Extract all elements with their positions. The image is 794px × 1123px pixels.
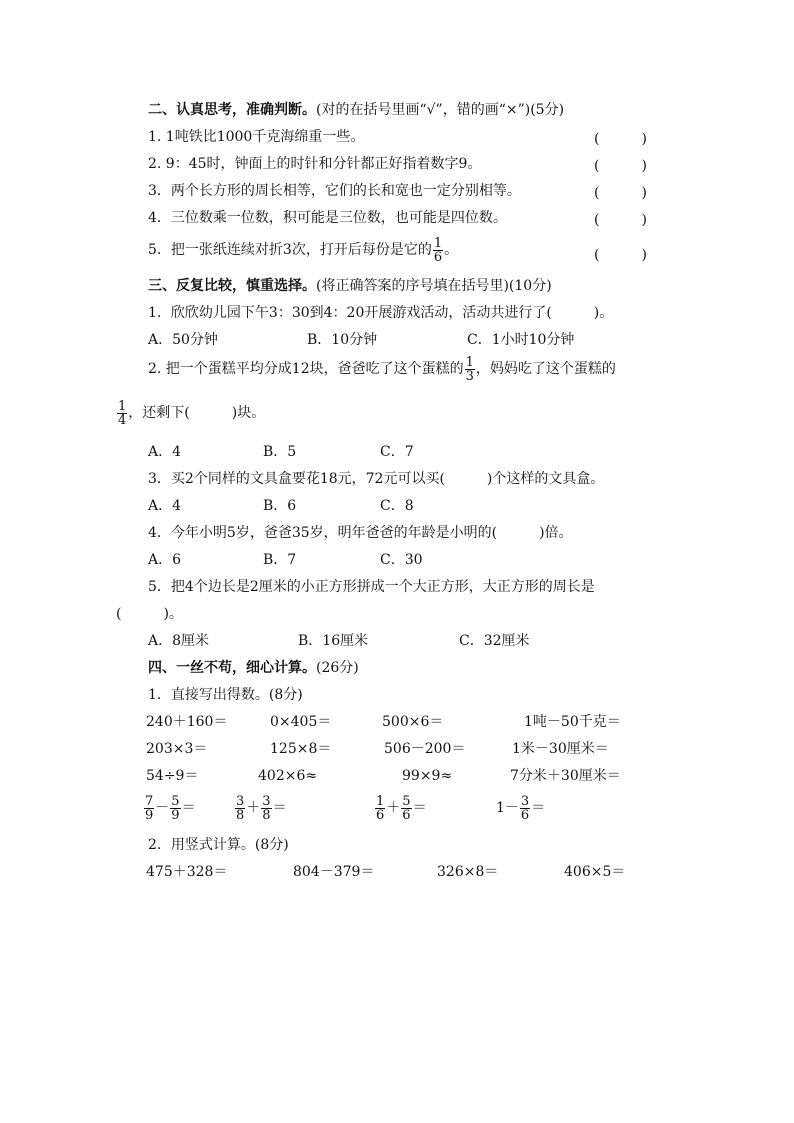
s3-q2-text: 2. 把一个蛋糕平均分成12块，爸爸吃了这个蛋糕的: [148, 361, 464, 377]
s2-item-4: 4．三位数乘一位数，积可能是三位数，也可能是四位数。: [148, 210, 507, 226]
vertical-calc-3: 326×8＝: [437, 864, 499, 880]
calc-frac-1: [143, 792, 196, 824]
leading-term: 1－: [496, 800, 519, 816]
s3-q2-line2: [116, 398, 265, 428]
vertical-calc-1: 475＋328＝: [146, 864, 228, 880]
operator: ＋: [246, 800, 261, 816]
s3-q3: 3．买2个同样的文具盒要花18元，72元可以买( )个这样的文具盒。: [148, 471, 605, 487]
section-3-title: 三、反复比较，慎重选择。: [148, 278, 316, 294]
calc-frac-2: [234, 792, 287, 824]
fraction-denominator: 6: [520, 807, 530, 823]
fraction-numerator: 3: [236, 793, 245, 809]
s2-item-3: 3．两个长方形的周长相等，它们的长和宽也一定分别相等。: [148, 183, 521, 199]
s3-q5-option-b[interactable]: B．16厘米: [298, 633, 369, 649]
fraction-denominator: 9: [145, 807, 154, 823]
s3-q5: 5．把4个边长是2厘米的小正方形拼成一个大正方形，大正方形的周长是: [148, 579, 595, 595]
s2-answer-1[interactable]: ( ): [594, 131, 647, 147]
calc-frac-3: [374, 792, 427, 824]
s2-answer-3[interactable]: ( ): [594, 185, 647, 201]
s2-answer-2[interactable]: ( ): [594, 158, 647, 174]
s3-q2-text-mid: ，妈妈吃了这个蛋糕的: [475, 361, 616, 377]
s2-item-2: 2. 9：45时，钟面上的时针和分针都正好指着数字9。: [148, 156, 482, 172]
calc-r3-c4: 7分米＋30厘米＝: [510, 768, 621, 784]
calc-r1-c2: 0×405＝: [270, 714, 332, 730]
fraction-denominator: 8: [262, 807, 271, 823]
s3-q3-option-c[interactable]: C．8: [380, 498, 414, 514]
calc-r2-c2: 125×8＝: [270, 741, 332, 757]
s3-q2-line1: [148, 354, 616, 384]
calc-frac-4: [496, 792, 545, 824]
s3-q5-option-a[interactable]: A．8厘米: [148, 633, 210, 649]
equals-sign: ＝: [412, 800, 427, 816]
fraction: [144, 795, 154, 822]
fraction-denominator: 6: [402, 807, 411, 823]
s2-item-5: [148, 236, 458, 264]
section-4-note: (26分): [316, 660, 359, 676]
s3-q2-fraction-1: [465, 356, 475, 383]
fraction-numerator: 5: [402, 793, 411, 809]
fraction-numerator: 3: [262, 793, 271, 809]
fraction-denominator: 8: [236, 807, 245, 823]
s3-q2-option-a[interactable]: A．4: [148, 444, 182, 460]
s3-q3-option-b[interactable]: B．6: [263, 498, 297, 514]
operator: －: [155, 800, 170, 816]
calc-r3-c1: 54÷9＝: [146, 768, 199, 784]
s2-answer-4[interactable]: ( ): [594, 212, 647, 228]
s3-q2-text-end: ，还剩下( )块。: [128, 405, 266, 421]
s3-q4-option-b[interactable]: B．7: [263, 552, 297, 568]
s3-q2-option-c[interactable]: C．7: [380, 444, 414, 460]
section-3-note: (将正确答案的序号填在括号里)(10分): [316, 278, 552, 294]
fraction: [261, 795, 271, 822]
calc-r1-c1: 240＋160＝: [146, 714, 228, 730]
s2-item-5-end: 。: [444, 242, 459, 258]
s3-q2-fraction-2: [117, 400, 127, 427]
s3-q3-option-a[interactable]: A．4: [148, 498, 182, 514]
section-2-heading: [148, 101, 564, 119]
fraction-numerator: 7: [145, 793, 154, 809]
s2-answer-5[interactable]: ( ): [594, 247, 647, 263]
operator: ＋: [386, 800, 401, 816]
s3-q4-option-c[interactable]: C．30: [380, 552, 423, 568]
fraction-numerator: 1: [376, 793, 385, 809]
fraction: [235, 795, 245, 822]
fraction: [520, 795, 530, 822]
equals-sign: ＝: [272, 800, 287, 816]
s3-q1-option-b[interactable]: B．10分钟: [307, 332, 378, 348]
s4-sub1-title: 1．直接写出得数。(8分): [148, 687, 303, 703]
s3-q5-option-c[interactable]: C．32厘米: [459, 633, 530, 649]
fraction-denominator: 6: [433, 249, 443, 265]
vertical-calc-2: 804－379＝: [293, 864, 375, 880]
calc-r2-c3: 506－200＝: [384, 741, 466, 757]
s3-q1-option-a[interactable]: A．50分钟: [148, 332, 218, 348]
fraction-denominator: 3: [465, 368, 474, 384]
vertical-calc-4: 406×5＝: [564, 864, 626, 880]
fraction-denominator: 9: [171, 807, 180, 823]
section-4-heading: [148, 659, 359, 677]
calc-r2-c1: 203×3＝: [146, 741, 208, 757]
s3-q5-continued: ( )。: [116, 606, 183, 622]
calc-r3-c3: 99×9≈: [402, 768, 453, 784]
calc-r3-c2: 402×6≈: [258, 768, 318, 784]
s3-q4: 4．今年小明5岁，爸爸35岁，明年爸爸的年龄是小明的( )倍。: [148, 525, 573, 541]
fraction-numerator: 5: [171, 793, 180, 809]
fraction-numerator: 1: [433, 235, 443, 251]
fraction: [401, 795, 411, 822]
s2-item-5-text: 5．把一张纸连续对折3次，打开后每份是它的: [148, 242, 432, 258]
section-3-heading: [148, 277, 552, 295]
s3-q2-option-b[interactable]: B．5: [263, 444, 297, 460]
fraction-denominator: 6: [376, 807, 385, 823]
s3-q4-option-a[interactable]: A．6: [148, 552, 182, 568]
equals-sign: ＝: [181, 800, 196, 816]
fraction-denominator: 4: [118, 412, 127, 428]
equals-sign: ＝: [531, 800, 546, 816]
calc-r1-c3: 500×6＝: [382, 714, 444, 730]
section-2-title: 二、认真思考，准确判断。: [148, 102, 316, 118]
s3-q1: 1．欣欣幼儿园下午3：30到4：20开展游戏活动，活动共进行了( )。: [148, 305, 614, 321]
s4-sub2-title: 2．用竖式计算。(8分): [148, 837, 289, 853]
calc-r1-c4: 1吨－50千克＝: [524, 714, 621, 730]
s2-item-1: 1. 1吨铁比1000千克海绵重一些。: [148, 129, 365, 145]
fraction-numerator: 1: [465, 354, 474, 370]
s3-q1-option-c[interactable]: C．1小时10分钟: [467, 332, 575, 348]
s2-item-5-fraction: [433, 237, 443, 264]
fraction: [170, 795, 180, 822]
section-4-title: 四、一丝不苟，细心计算。: [148, 660, 316, 676]
fraction: [375, 795, 385, 822]
fraction-numerator: 3: [520, 793, 530, 809]
calc-r2-c4: 1米－30厘米＝: [512, 741, 609, 757]
section-2-note: (对的在括号里画“√”，错的画“×”)(5分): [316, 102, 565, 118]
fraction-numerator: 1: [118, 398, 127, 414]
